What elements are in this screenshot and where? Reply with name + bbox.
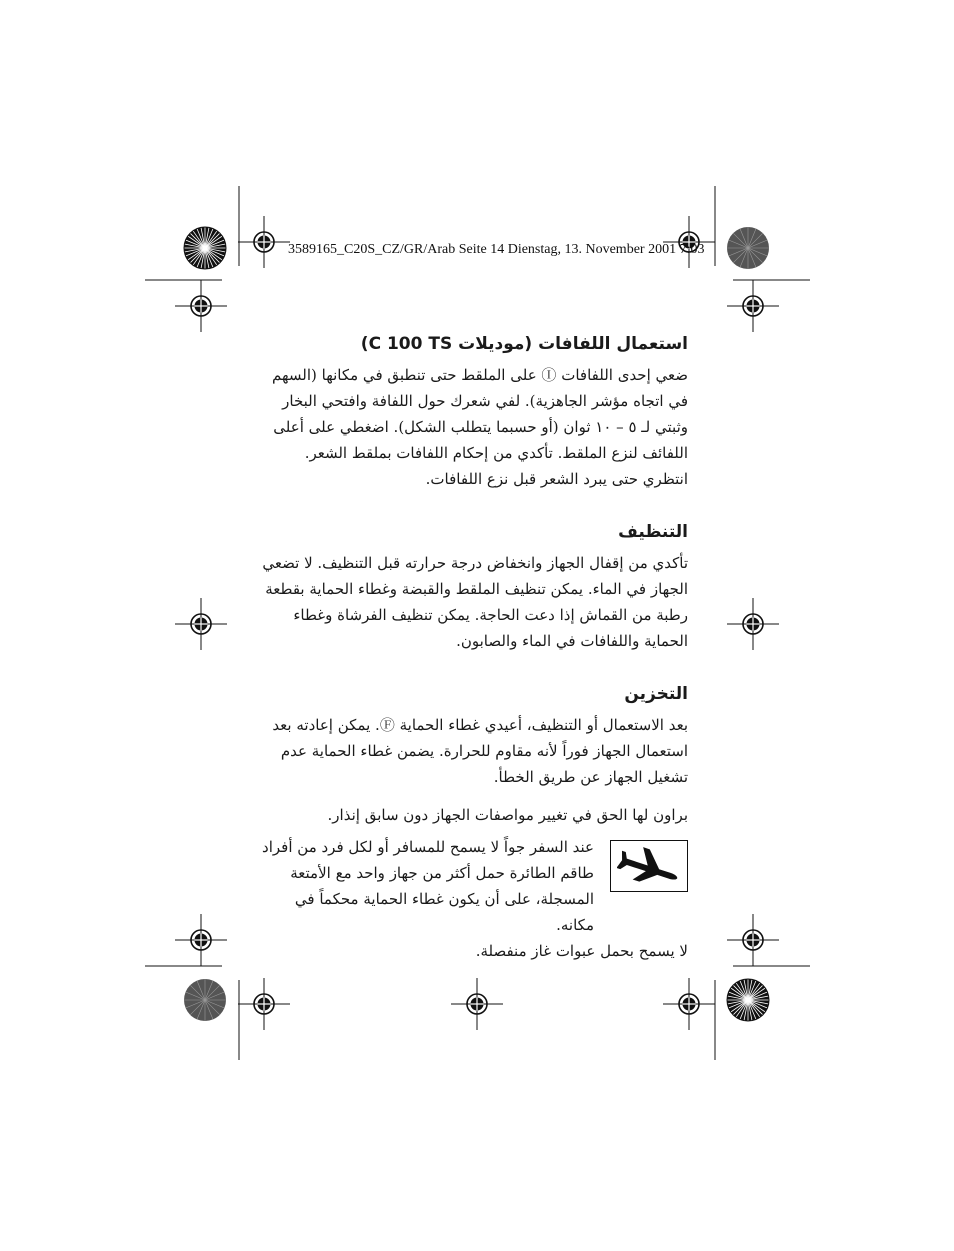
- air-travel-notice: [262, 834, 688, 964]
- manual-page-content: [262, 330, 688, 964]
- section-heading: التخزين: [624, 684, 688, 704]
- section-cleaning: [262, 518, 688, 654]
- air-travel-text: عند السفر جواً لا يسمح للمسافر أو لكل فرد من أفراد طاقم الطائرة حمل أكثر من جهاز واحد مع الأمتعة المسجلة، على أن يكون غطاء الحماية محكماً في مكانه.: [262, 838, 594, 934]
- section-rollers: [262, 330, 688, 492]
- print-slug-line: 3589165_C20S_CZ/GR/Arab Seite 14 Dienstag, 13. November 2001 7:03: [288, 242, 705, 257]
- gas-canister-warning: لا يسمح بحمل عبوات غاز منفصلة.: [475, 942, 688, 960]
- airplane-icon: [610, 840, 688, 892]
- section-body: تأكدي من إقفال الجهاز وانخفاض درجة حرارته قبل التنظيف. لا تضعي الجهاز في الماء. يمكن تنظيف الملقط والقبضة وغطاء الحماية بقطعة رطبة من القماش إذا دعت الحاجة. يمكن تنظيف الفرشاة وغطاء الحماية واللفافات في الماء والصابون.: [262, 554, 688, 650]
- section-heading: استعمال اللفافات (موديلات C 100 TS): [360, 334, 688, 354]
- section-body: بعد الاستعمال أو التنظيف، أعيدي غطاء الحماية Ⓕ. يمكن إعادته بعد استعمال الجهاز فوراً لأنه مقاوم للحرارة. يضمن غطاء الحماية عدم تشغيل الجهاز عن طريق الخطأ.: [272, 716, 688, 786]
- specification-notice: براون لها الحق في تغيير مواصفات الجهاز دون سابق إنذار.: [327, 806, 688, 824]
- section-body: ضعي إحدى اللفافات Ⓘ على الملقط حتى تنطبق في مكانها (السهم في اتجاه مؤشر الجاهزية). لفي شعرك حول اللفافة وافتحي البخار وثبتي لـ ٥ – ١٠ ثوان (أو حسبما يتطلب الشكل). اضغطي على أعلى اللفائف لنزع الملقط. تأكدي من إحكام اللفافات بملقط الشعر. انتظري حتى يبرد الشعر قبل نزع اللفافات.: [271, 366, 688, 488]
- section-heading: التنظيف: [618, 522, 688, 542]
- section-storage: [262, 680, 688, 790]
